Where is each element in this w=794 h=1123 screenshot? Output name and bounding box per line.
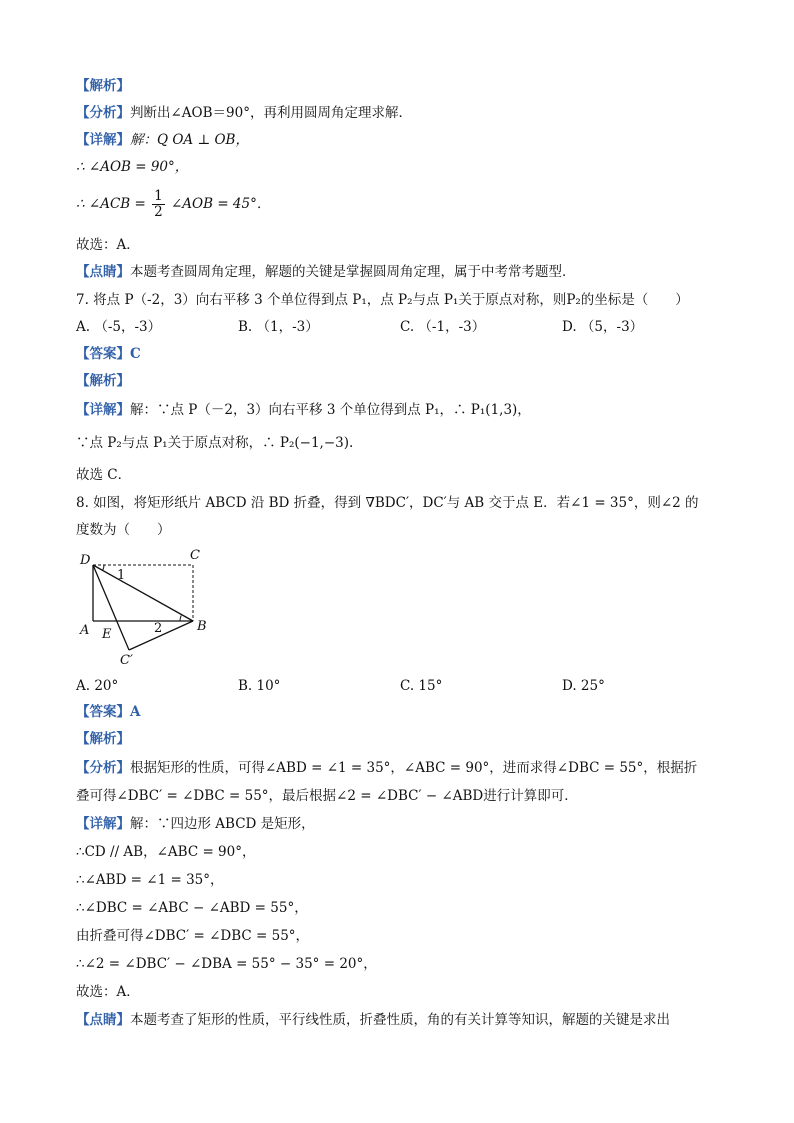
label-cprime: C′ [120,653,133,668]
q8-dianjing-text: 本题考查了矩形的性质，平行线性质，折叠性质，角的有关计算等知识，解题的关键是求出 [130,1012,670,1028]
q8-option-c: C. 15° [400,678,443,694]
label-angle-2: 2 [154,621,163,636]
q8-detail-line-5: 由折叠可得∠DBC′ = ∠DBC = 55°， [76,928,310,944]
q8-detail-line-3: ∴∠ABD = ∠1 = 35°， [76,872,224,888]
q8-option-d: D. 25° [562,678,605,694]
q7-line1: 解：∵点 P（－2，3）向右平移 3 个单位得到点 P₁，∴ P₁(1,3)， [130,402,531,418]
remark-line [76,263,576,281]
q8-xiangjie-tag: 【详解】 [76,816,130,832]
label-d: D [80,553,91,568]
question-7-stem: 7. 将点 P（-2，3）向右平移 3 个单位得到点 P₁，点 P₂与点 P₁关于原点对称，则P₂的坐标是（ ） [76,292,689,308]
q8-option-b: B. 10° [238,678,281,694]
step2-suffix: ∠AOB = 45°． [170,196,271,212]
q7-answer: 【答案】C [76,346,141,362]
q8-fenxi-tag: 【分析】 [76,760,130,776]
question-8-stem-2: 度数为（ ） [76,522,171,538]
q8-detail-line-6: ∴∠2 = ∠DBC′ − ∠DBA = 55° − 35° = 20°， [76,956,377,972]
q8-detail-line-1 [76,815,315,833]
section-jiexi: 【解析】 [76,78,130,94]
fraction-denominator: 2 [154,204,163,220]
step-line-2 [76,188,270,220]
q8-answer-line: 故选：A． [76,984,140,1000]
analysis-line [76,104,412,122]
fold-rectangle-figure [72,546,232,670]
step2-prefix: ∴ ∠ACB = [76,196,146,212]
q8-fenxi-line1: 根据矩形的性质，可得∠ABD = ∠1 = 35°，∠ABC = 90°，进而求得∠DBC = 55°，根据折 [130,760,698,776]
dianjing-tag: 【点睛】 [76,264,130,280]
fenxi-text: 判断出∠AOB＝90°，再利用圆周角定理求解． [130,105,412,121]
fraction [152,189,165,220]
fenxi-tag: 【分析】 [76,105,130,121]
q7-jiexi: 【解析】 [76,373,130,389]
q8-option-a: A. 20° [76,678,119,694]
q8-analysis-line-1 [76,759,697,777]
label-b: B [197,619,207,634]
q8-jiexi: 【解析】 [76,731,130,747]
answer-line: 故选：A． [76,237,140,253]
xiangjie-tag: 【详解】 [76,132,130,148]
label-c: C [190,548,200,563]
question-8-stem-1: 8. 如图，将矩形纸片 ABCD 沿 BD 折叠，得到 ∇BDC′，DC′与 AB 交于点 E．若∠1 = 35°，则∠2 的 [76,495,699,511]
q7-answer-line: 故选 C． [76,467,132,483]
angle-2-arc [180,616,181,622]
label-e: E [102,627,112,642]
angle-1-arc [103,565,104,570]
fraction-numerator: 1 [154,188,163,204]
q8-analysis-line-2: 叠可得∠DBC′ = ∠DBC = 55°，最后根据∠2 = ∠DBC′ − ∠ABD进行计算即可． [76,788,578,804]
q8-line1: 解：∵四边形 ABCD 是矩形， [130,816,315,832]
q7-detail-line-1 [76,401,531,419]
q8-remark-line [76,1011,670,1029]
label-angle-1: 1 [117,568,126,583]
label-a: A [80,623,90,638]
step-line-1: ∴ ∠AOB = 90°， [76,159,189,175]
q7-option-b: B. （1，-3） [238,319,319,335]
q7-option-c: C. （-1，-3） [400,319,486,335]
dianjing-text: 本题考查圆周角定理，解题的关键是掌握圆周角定理，属于中考常考题型． [130,264,576,280]
diagonal-db [93,565,193,621]
q8-detail-line-4: ∴∠DBC = ∠ABC − ∠ABD = 55°， [76,900,308,916]
q8-dianjing-tag: 【点睛】 [76,1012,130,1028]
q7-detail-line-2: ∵点 P₂与点 P₁关于原点对称，∴ P₂(−1,−3). [76,435,354,451]
q8-answer: 【答案】A [76,704,141,720]
q7-xiangjie-tag: 【详解】 [76,402,130,418]
q8-detail-line-2: ∴CD // AB，∠ABC = 90°， [76,844,256,860]
q7-option-a: A. （-5，-3） [76,319,162,335]
detail-line [76,131,249,149]
q7-option-d: D. （5，-3） [562,319,644,335]
xiangjie-text: 解：Q OA ⊥ OB， [130,132,249,148]
